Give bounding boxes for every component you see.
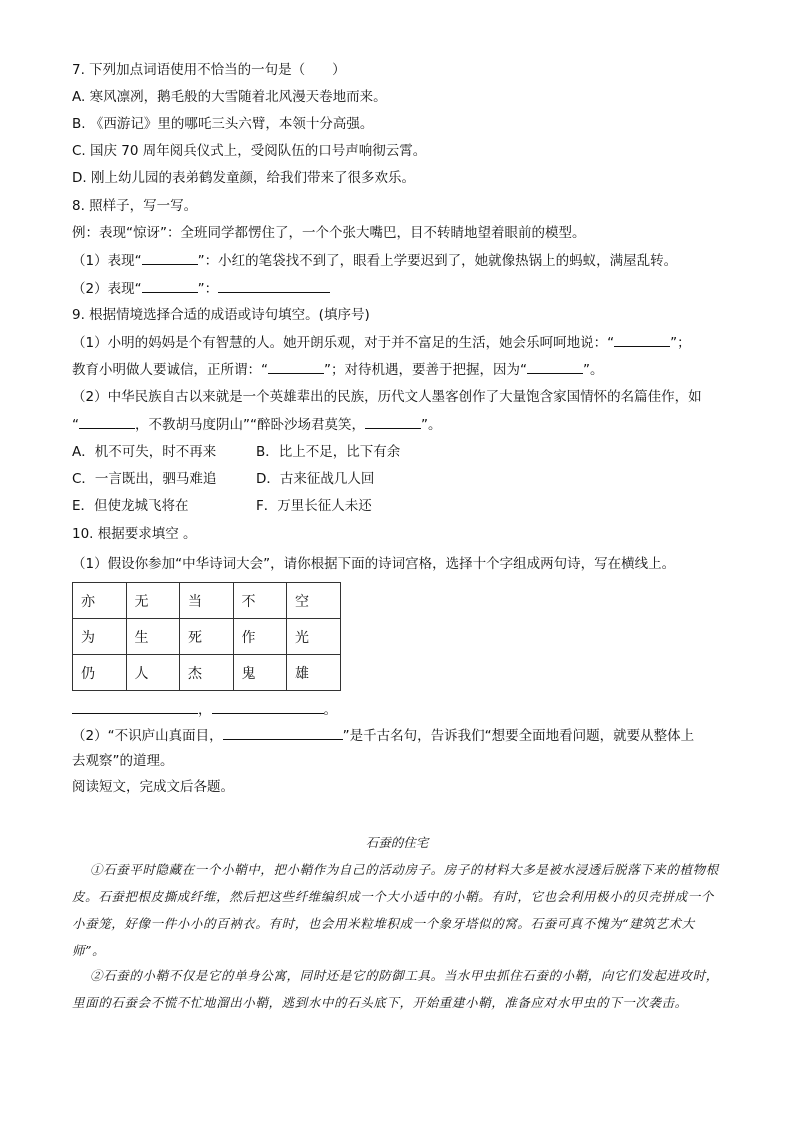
poem-grid-cell: 无 — [126, 583, 180, 619]
answer-blank[interactable] — [218, 279, 330, 293]
poem-grid — [72, 582, 341, 691]
poem-grid-cell: 作 — [233, 619, 287, 655]
poem-grid-cell: 人 — [126, 655, 180, 691]
q9-p1-text-e: ”。 — [583, 362, 604, 378]
poem-grid-cell: 为 — [73, 619, 127, 655]
answer-blank[interactable] — [212, 700, 324, 714]
q9-option-a: A．机不可失，时不再来 — [72, 444, 217, 460]
reading-intro: 阅读短文，完成文后各题。 — [72, 779, 234, 795]
q8-example: 例：表现“惊讶”：全班同学都愣住了，一个个张大嘴巴，目不转睛地望着眼前的模型。 — [72, 225, 586, 241]
q8-item-1 — [72, 251, 677, 270]
answer-blank[interactable] — [142, 251, 198, 265]
poem-grid-cell: 亦 — [73, 583, 127, 619]
reading-paragraph-1: ①石蚕平时隐藏在一个小鞘中，把小鞘作为自己的活动房子。房子的材料大多是被水浸透后脱落下来的植物根皮。石蚕把根皮撕成纤维，然后把这些纤维编织成一个大小适中的小鞘。有时，它也会利用极小的贝壳拼成一个小蚕笼，好像一件小小的百衲衣。有时，也会用米粒堆积成一个象牙塔似的窝。石蚕可真不愧为“建筑艺术大师”。 — [72, 862, 719, 958]
poem-grid-cell: 死 — [180, 619, 234, 655]
q9-option-c: C．一言既出，驷马难追 — [72, 471, 217, 487]
q9-p1-text-c: 教育小明做人要诚信，正所谓：“ — [72, 362, 268, 378]
answer-blank[interactable] — [223, 726, 343, 740]
q10-p1: （1）假设你参加“中华诗词大会”，请你根据下面的诗词宫格，选择十个字组成两句诗，写在横线上。 — [72, 556, 676, 572]
poem-grid-row — [73, 583, 341, 619]
q9-option-f: F．万里长征人未还 — [256, 498, 372, 514]
q9-p1-line2 — [72, 360, 604, 379]
q10-p2-line1 — [72, 726, 694, 745]
q9-p1-text-a: （1）小明的妈妈是个有智慧的人。她开朗乐观，对于并不富足的生活，她会乐呵呵地说：“ — [72, 335, 615, 351]
poem-grid-cell: 杰 — [180, 655, 234, 691]
answer-blank[interactable] — [142, 279, 198, 293]
q10-p1-answer — [72, 700, 337, 719]
poem-grid-row — [73, 655, 341, 691]
poem-grid-cell: 空 — [287, 583, 341, 619]
answer-blank[interactable] — [527, 360, 583, 374]
q9-stem: 9. 根据情境选择合适的成语或诗句填空。(填序号) — [72, 307, 370, 323]
answer-blank[interactable] — [365, 415, 421, 429]
poem-grid-cell: 不 — [233, 583, 287, 619]
poem-grid-cell: 当 — [180, 583, 234, 619]
q7-option-b: B. 《西游记》里的哪吒三头六臂，本领十分高强。 — [72, 116, 374, 132]
q8-item2-text: ”： — [197, 281, 219, 297]
poem-grid-cell: 光 — [287, 619, 341, 655]
q9-p1-text-b: ”； — [670, 335, 691, 351]
poem-grid-cell: 生 — [126, 619, 180, 655]
poem-grid-cell: 鬼 — [233, 655, 287, 691]
q10-answer-separator: ， — [198, 702, 212, 718]
q10-answer-end: 。 — [323, 702, 337, 718]
reading-paragraph-2: ②石蚕的小鞘不仅是它的单身公寓，同时还是它的防御工具。当水甲虫抓住石蚕的小鞘，向它们发起进攻时，里面的石蚕会不慌不忙地溜出小鞘，逃到水中的石头底下，开始重建小鞘，准备应对水甲虫的下一次袭击。 — [72, 968, 719, 1010]
q8-item-2 — [72, 279, 330, 298]
answer-blank[interactable] — [268, 360, 324, 374]
q9-p2-text-b: ，不教胡马度阴山”“醉卧沙场君莫笑， — [135, 417, 365, 433]
q8-item2-prefix: （2）表现“ — [72, 281, 142, 297]
poem-grid-row — [73, 619, 341, 655]
q7-option-d: D. 刚上幼儿园的表弟鹤发童颜，给我们带来了很多欢乐。 — [72, 170, 415, 186]
answer-blank[interactable] — [79, 415, 135, 429]
q9-option-d: D．古来征战几人回 — [256, 471, 375, 487]
answer-blank[interactable] — [72, 700, 198, 714]
answer-blank[interactable] — [614, 333, 670, 347]
q9-option-b: B．比上不足，比下有余 — [256, 444, 401, 460]
poem-grid-cell: 雄 — [287, 655, 341, 691]
poem-grid-cell: 仍 — [73, 655, 127, 691]
q8-item1-text: ”：小红的笔袋找不到了，眼看上学要迟到了，她就像热锅上的蚂蚁，满屋乱转。 — [197, 253, 678, 269]
q10-p2-text-a: （2）“不识庐山真面目， — [72, 728, 223, 744]
q10-p2-line2: 去观察”的道理。 — [72, 753, 174, 769]
q7-stem: 7. 下列加点词语使用不恰当的一句是（ ） — [72, 62, 346, 78]
reading-title: 石蚕的住宅 — [365, 835, 429, 850]
q8-stem: 8. 照样子，写一写。 — [72, 198, 198, 214]
q7-option-c: C. 国庆 70 周年阅兵仪式上，受阅队伍的口号声响彻云霄。 — [72, 143, 427, 159]
q9-p2-line1: （2）中华民族自古以来就是一个英雄辈出的民族，历代文人墨客创作了大量饱含家国情怀的名篇佳作，如 — [72, 389, 702, 405]
q10-stem: 10. 根据要求填空 。 — [72, 526, 197, 542]
q10-p2-text-b: ”是千古名句，告诉我们“想要全面地看问题，就要从整体上 — [342, 728, 695, 744]
q9-p2-line2 — [72, 415, 442, 434]
q9-p1-text-d: ”；对待机遇，要善于把握，因为“ — [324, 362, 527, 378]
q9-p1-line1 — [72, 333, 691, 352]
q8-item1-prefix: （1）表现“ — [72, 253, 142, 269]
q7-option-a: A. 寒风凛冽，鹅毛般的大雪随着北风漫天卷地而来。 — [72, 89, 387, 105]
q9-p2-text-a: “ — [72, 417, 79, 433]
q9-option-e: E．但使龙城飞将在 — [72, 498, 189, 514]
q9-p2-text-c: ”。 — [421, 417, 442, 433]
